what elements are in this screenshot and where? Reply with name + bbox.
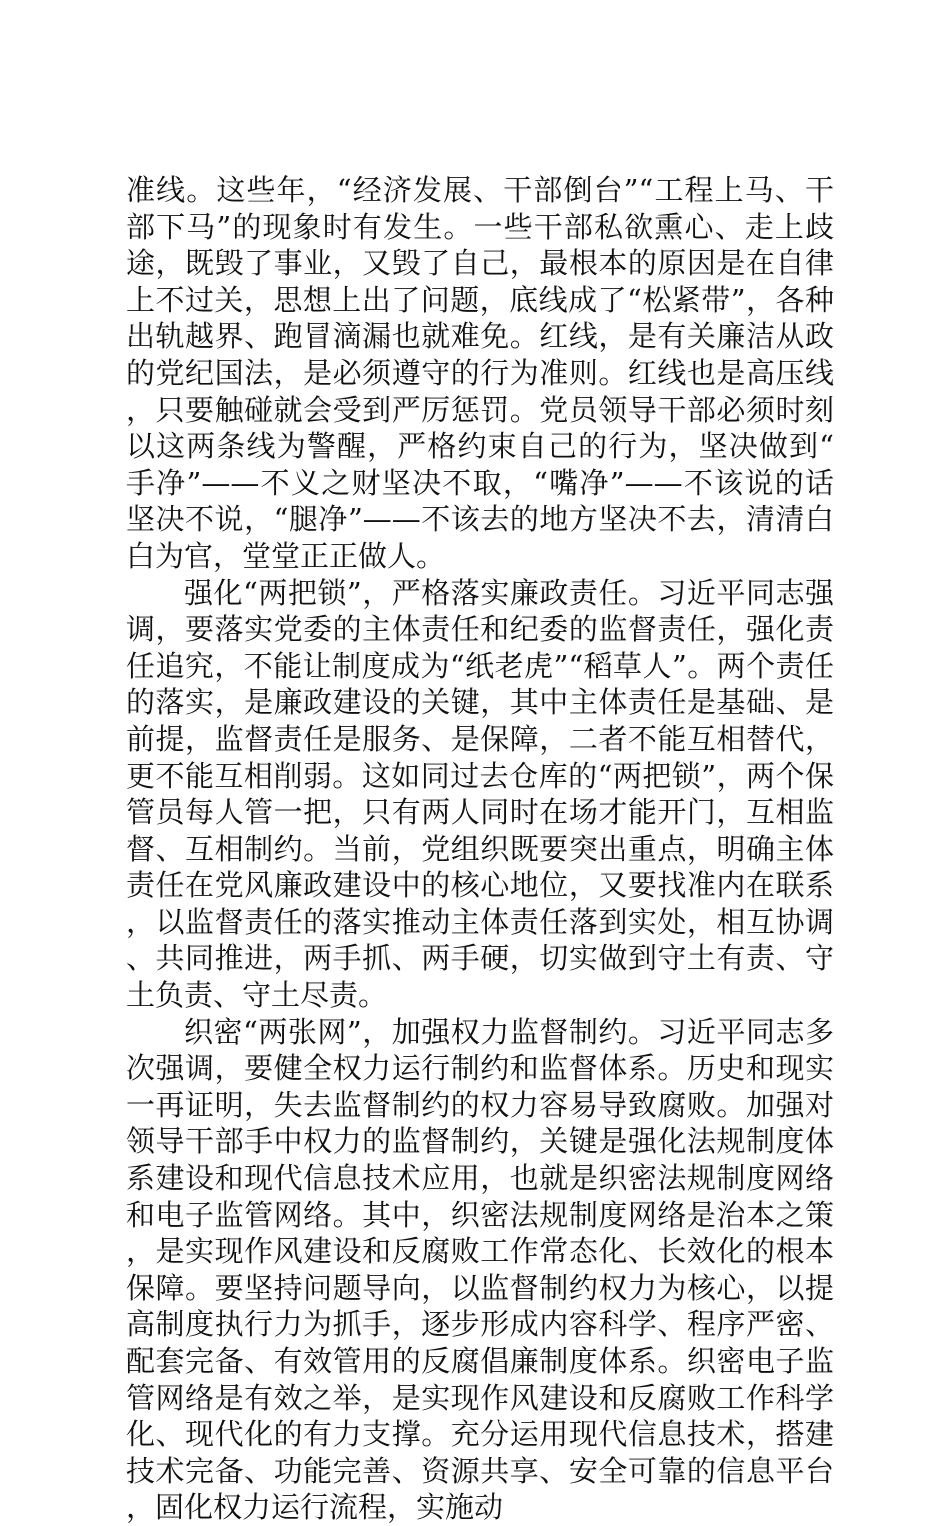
paragraph-3: 织密“两张网”，加强权力监督制约。习近平同志多次强调，要健全权力运行制约和监督体系。历史和现实一再证明，失去监督制约的权力容易导致腐败。加强对领导干部手中权力的监督制约，关键是强化法规制度体系建设和现代信息技术应用，也就是织密法规制度网络和电子监管网络。其中，织密法规制度网络是治本之策，是实现作风建设和反腐败工作常态化、长效化的根本保障。要坚持问题导向，以监督制约权力为核心，以提高制度执行力为抓手，逐步形成内容科学、程序严密、配套完备、有效管用的反腐倡廉制度体系。织密电子监管网络是有效之举，是实现作风建设和反腐败工作科学化、现代化的有力支撑。充分运用现代信息技术，搭建技术完备、功能完善、资源共享、安全可靠的信息平台，固化权力运行流程，实施动 xyxy=(126,1014,834,1525)
paragraph-1: 准线。这些年，“经济发展、干部倒台”“工程上马、干部下马”的现象时有发生。一些干部私欲熏心、走上歧途，既毁了事业，又毁了自己，最根本的原因是在自律上不过关，思想上出了问题，底线成了“松紧带”，各种出轨越界、跑冒滴漏也就难免。红线，是有关廉洁从政的党纪国法，是必须遵守的行为准则。红线也是高压线，只要触碰就会受到严厉惩罚。党员领导干部必须时刻以这两条线为警醒，严格约束自己的行为，坚决做到“手净”——不义之财坚决不取，“嘴净”——不该说的话坚决不说，“腿净”——不该去的地方坚决不去，清清白白为官，堂堂正正做人。 xyxy=(126,173,834,573)
paragraph-2: 强化“两把锁”，严格落实廉政责任。习近平同志强调，要落实党委的主体责任和纪委的监督责任，强化责任追究，不能让制度成为“纸老虎”“稻草人”。两个责任的落实，是廉政建设的关键，其中主体责任是基础、是前提，监督责任是服务、是保障，二者不能互相替代，更不能互相削弱。这如同过去仓库的“两把锁”，两个保管员每人管一把，只有两人同时在场才能开门，互相监督、互相制约。当前，党组织既要突出重点，明确主体责任在党风廉政建设中的核心地位，又要找准内在联系，以监督责任的落实推动主体责任落到实处，相互协调、共同推进，两手抓、两手硬，切实做到守土有责、守土负责、守土尽责。 xyxy=(126,575,834,1013)
document-page xyxy=(126,172,834,1526)
